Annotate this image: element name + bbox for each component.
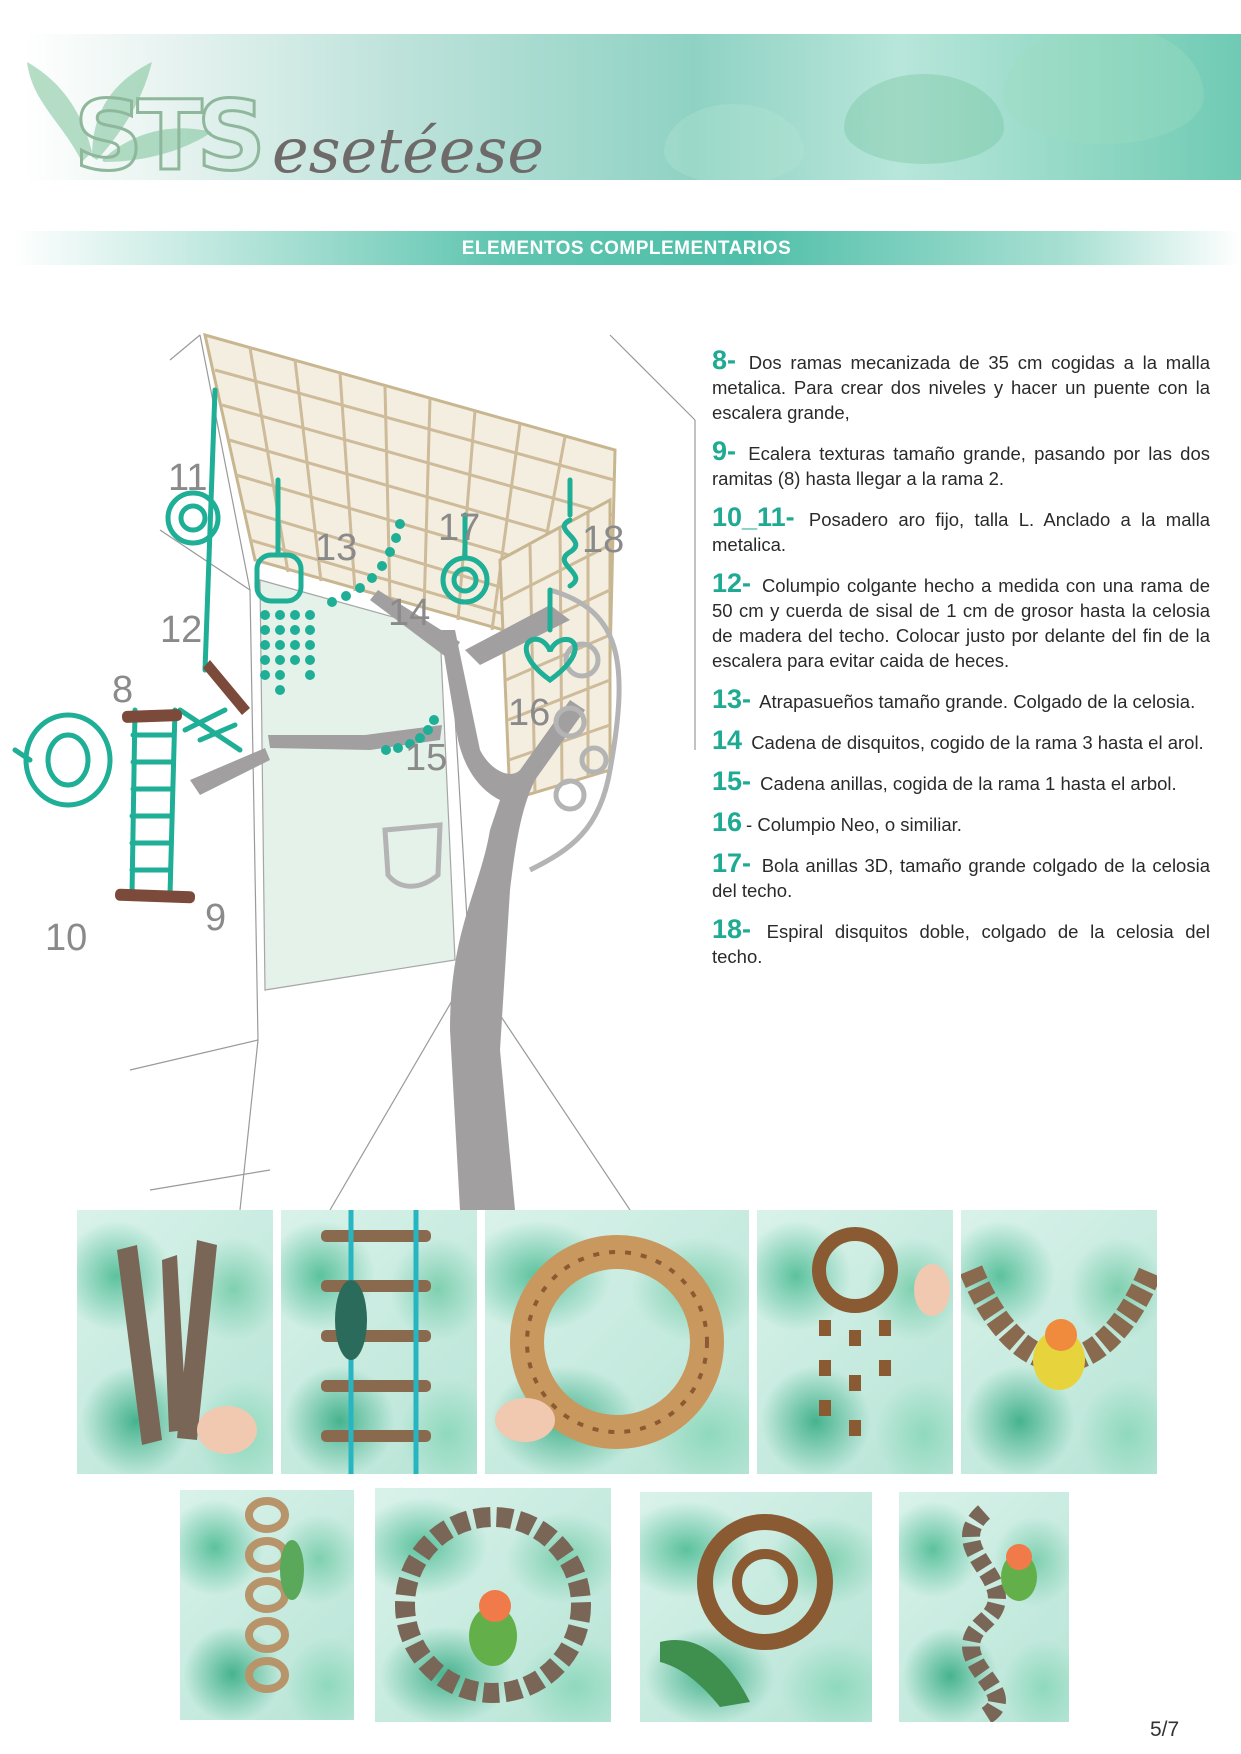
dreamcatcher-photo	[757, 1210, 953, 1474]
item-text: Dos ramas mecanizada de 35 cm cogidas a la malla metalica. Para crear dos niveles y hacer un puente con la escalera grande,	[712, 352, 1210, 423]
ring-chain-parrot-photo	[180, 1490, 354, 1720]
leaf-decoration	[844, 74, 1004, 164]
elements-list	[712, 345, 1211, 983]
item-text: Atrapasueños tamaño grande. Colgado de la celosia.	[759, 691, 1196, 712]
diagram-label-18: 18	[582, 519, 625, 561]
item-number: 15-	[712, 766, 752, 796]
cork-branches-photo	[77, 1210, 273, 1474]
diagram-label-9: 9	[205, 897, 227, 939]
brand-logo	[22, 22, 662, 192]
page-number: 5/7	[1150, 1718, 1180, 1741]
item-number: 8-	[712, 345, 737, 375]
list-item	[712, 568, 1210, 673]
item-text: Espiral disquitos doble, colgado de la celosia del techo.	[712, 921, 1210, 967]
list-item	[712, 345, 1210, 425]
item-number: 13-	[712, 684, 752, 714]
item-text: Ecalera texturas tamaño grande, pasando por las dos ramitas (8) hasta llegar a la rama 2.	[712, 443, 1210, 489]
list-item	[712, 684, 1210, 714]
leaf-decoration	[664, 104, 804, 180]
list-item	[712, 848, 1210, 903]
list-item	[712, 725, 1210, 755]
disc-chain-lovebird-photo	[961, 1210, 1157, 1474]
diagram-label-16: 16	[508, 692, 551, 734]
aviary-layout-drawing	[10, 330, 700, 1210]
list-item	[712, 914, 1210, 969]
item-text: Columpio colgante hecho a medida con una rama de 50 cm y cuerda de sisal de 1 cm de grosor hasta la celosia de madera del techo. Colocar justo por delante del fin de la escalera para evitar caida de heces.	[712, 575, 1210, 671]
diagram-label-11: 11	[168, 457, 208, 499]
item-text: Cadena anillas, cogida de la rama 1 hasta el arbol.	[760, 773, 1177, 794]
item-number: 16	[712, 807, 743, 837]
item-number: 9-	[712, 436, 737, 466]
item-number: 17-	[712, 848, 752, 878]
item-text: - Columpio Neo, o similiar.	[746, 814, 962, 835]
cork-ring-perch-photo	[485, 1210, 749, 1474]
item-number: 10_11-	[712, 502, 795, 532]
logo-wordmark: esetéese	[272, 114, 545, 187]
logo-mark: STS	[74, 80, 260, 192]
diagram-label-13: 13	[315, 527, 358, 569]
list-item	[712, 502, 1211, 557]
list-item	[712, 436, 1210, 491]
diagram-label-14: 14	[388, 592, 431, 634]
item-text: Posadero aro fijo, talla L. Anclado a la malla metalica.	[712, 509, 1211, 555]
item-text: Bola anillas 3D, tamaño grande colgado de la celosia del techo.	[712, 855, 1210, 901]
item-number: 12-	[712, 568, 752, 598]
diagram-label-17: 17	[438, 507, 481, 549]
ladder-parrot-photo	[281, 1210, 477, 1474]
spiral-lovebird-photo	[899, 1492, 1069, 1722]
section-bar	[12, 231, 1241, 265]
section-title: ELEMENTOS COMPLEMENTARIOS	[461, 238, 792, 259]
diagram-label-10: 10	[45, 917, 88, 959]
leaf-decoration	[1004, 34, 1204, 144]
neo-swing-lovebird-photo	[375, 1488, 611, 1722]
diagram-label-8: 8	[112, 669, 134, 711]
item-number: 18-	[712, 914, 752, 944]
item-text: Cadena de disquitos, cogido de la rama 3 hasta el arol.	[751, 732, 1204, 753]
list-item	[712, 766, 1210, 796]
diagram-label-15: 15	[405, 737, 448, 779]
item-number: 14	[712, 725, 743, 755]
ring-ball-parrot-photo	[640, 1492, 872, 1722]
diagram-label-12: 12	[160, 609, 203, 651]
list-item	[712, 807, 1210, 837]
